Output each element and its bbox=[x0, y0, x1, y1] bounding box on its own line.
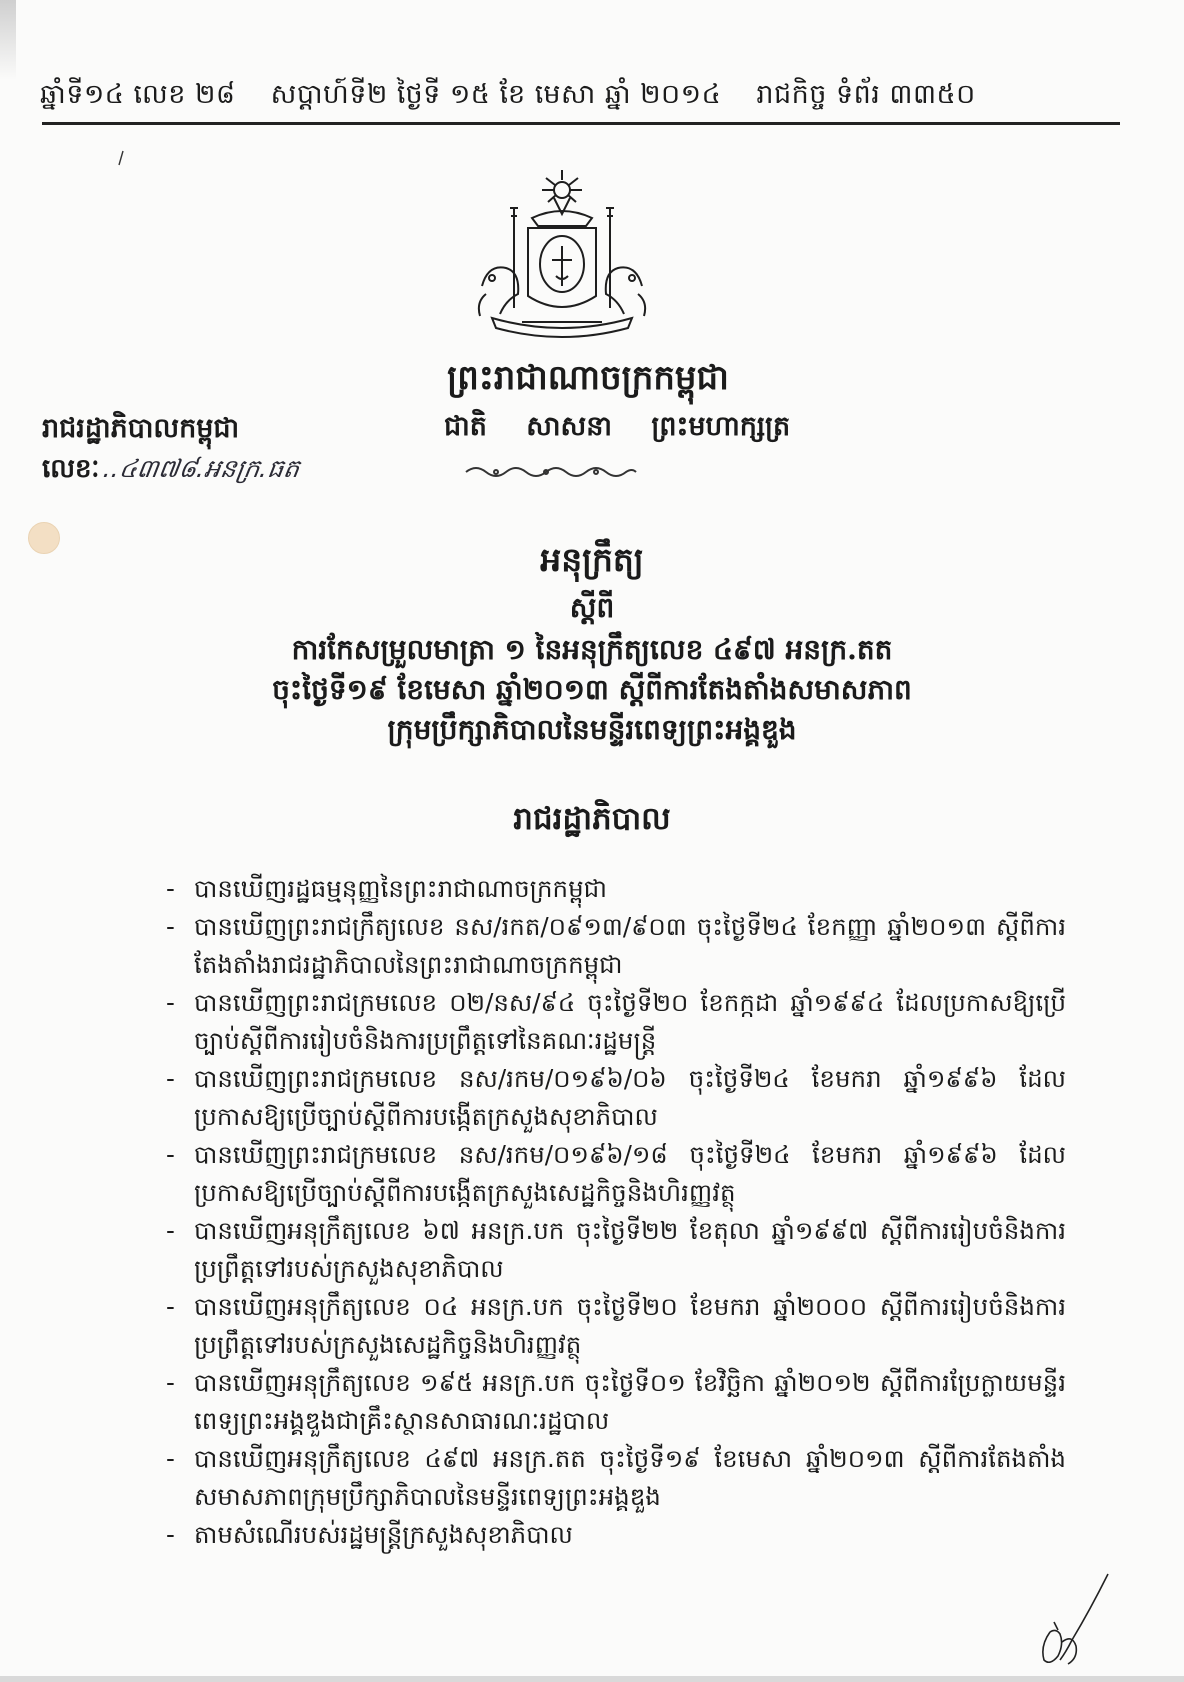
document-type: អនុក្រឹត្យ bbox=[540, 540, 644, 579]
consideration-item: - បានឃើញព្រះរាជក្រឹត្យលេខ នស/រកត/០៩១៣/៩០៣ ចុះថ្ងៃទី២៤ ខែកញ្ញា ឆ្នាំ២០១៣ ស្តីពីការតែងតាំងរាជរដ្ឋាភិបាលនៃព្រះរាជាណាចក្រកម្ពុជា bbox=[166, 912, 1066, 979]
royal-coat-of-arms-icon bbox=[462, 168, 662, 350]
gazette-year-issue: ឆ្នាំទី១៤ លេខ ២៨ bbox=[40, 79, 236, 110]
consideration-text: តាមសំណើរបស់រដ្ឋមន្ត្រីក្រសួងសុខាភិបាល bbox=[194, 1520, 573, 1549]
kingdom-title-text: ព្រះរាជាណាចក្រកម្ពុជា bbox=[447, 358, 729, 398]
consideration-text: បានឃើញព្រះរាជក្រឹត្យលេខ នស/រកត/០៩១៣/៩០៣ ចុះថ្ងៃទី២៤ ខែកញ្ញា ឆ្នាំ២០១៣ ស្តីពីការតែងតាំងរាជរដ្ឋាភិបាលនៃព្រះរាជាណាចក្រកម្ពុជា bbox=[194, 912, 1066, 979]
kingdom-title bbox=[0, 356, 1184, 406]
subject-line-3: ក្រុមប្រឹក្សាភិបាលនៃមន្ទីរពេទ្យព្រះអង្គឌួង bbox=[387, 713, 797, 746]
consideration-text: បានឃើញព្រះរាជក្រមលេខ នស/រកម/០១៩៦/០៦ ចុះថ្ងៃទី២៤ ខែមករា ឆ្នាំ១៩៩៦ ដែលប្រកាសឱ្យប្រើច្បាប់ស្តីពីការបង្កើតក្រសួងសុខាភិបាល bbox=[194, 1064, 1066, 1131]
consideration-text: បានឃើញអនុក្រឹត្យលេខ ៤៩៧ អនក្រ.តត ចុះថ្ងៃទី១៩ ខែមេសា ឆ្នាំ២០១៣ ស្តីពីការតែងតាំងសមាសភាពក្រុមប្រឹក្សាភិបាលនៃមន្ទីរពេទ្យព្រះអង្គឌួង bbox=[194, 1444, 1066, 1511]
consideration-item: - បានឃើញរដ្ឋធម្មនុញ្ញនៃព្រះរាជាណាចក្រកម្ពុជា bbox=[166, 874, 607, 903]
national-motto: ជាតិ សាសនា ព្រះមហាក្សត្រ bbox=[444, 411, 791, 442]
consideration-text: បានឃើញរដ្ឋធម្មនុញ្ញនៃព្រះរាជាណាចក្រកម្ពុជា bbox=[194, 874, 607, 903]
issuer-heading: រាជរដ្ឋាភិបាល bbox=[513, 801, 671, 837]
subject-line-1: ការកែសម្រួលមាត្រា ១ នៃអនុក្រឹត្យលេខ ៤៩៧ អនក្រ.តត bbox=[291, 633, 893, 666]
scan-bottom-edge bbox=[0, 1676, 1184, 1682]
pen-tick-mark bbox=[118, 150, 124, 166]
document-number bbox=[42, 452, 302, 490]
document-number-value: ..៤៣៧៨.អនក្រ.ធត bbox=[101, 454, 302, 483]
consideration-text: បានឃើញអនុក្រឹត្យលេខ ១៩៥ អនក្រ.បក ចុះថ្ងៃទី០១ ខែវិច្ឆិកា ឆ្នាំ២០១២ ស្តីពីការប្រែក្លាយមន្ទីរពេទ្យព្រះអង្គឌួងជាគ្រឹះស្ថានសាធារណៈរដ្ឋបាល bbox=[194, 1368, 1066, 1435]
scan-edge-mark bbox=[0, 0, 16, 80]
initials-signature-icon bbox=[1020, 1570, 1116, 1670]
gazette-header bbox=[40, 78, 1120, 117]
consideration-item: - បានឃើញអនុក្រឹត្យលេខ ៦៧ អនក្រ.បក ចុះថ្ងៃទី២២ ខែតុលា ឆ្នាំ១៩៩៧ ស្តីពីការរៀបចំនិងការប្រព្រឹត្តទៅរបស់ក្រសួងសុខាភិបាល bbox=[166, 1216, 1066, 1283]
issuing-body: រាជរដ្ឋាភិបាលកម្ពុជា bbox=[42, 413, 240, 444]
document-number-label: លេខៈ bbox=[42, 454, 100, 484]
regarding-label: ស្តីពី bbox=[569, 591, 615, 624]
decorative-ornament-icon bbox=[462, 462, 640, 482]
subject-line-2: ចុះថ្ងៃទី១៩ ខែមេសា ឆ្នាំ២០១៣ ស្តីពីការតែងតាំងសមាសភាព bbox=[272, 673, 912, 706]
consideration-item: - បានឃើញអនុក្រឹត្យលេខ ០៤ អនក្រ.បក ចុះថ្ងៃទី២០ ខែមករា ឆ្នាំ២០០០ ស្តីពីការរៀបចំនិងការប្រព្រឹត្តទៅរបស់ក្រសួងសេដ្ឋកិច្ចនិងហិរញ្ញវត្ថុ bbox=[166, 1292, 1066, 1359]
considerations-list bbox=[166, 870, 1066, 1554]
consideration-item: - តាមសំណើរបស់រដ្ឋមន្ត្រីក្រសួងសុខាភិបាល bbox=[166, 1520, 573, 1549]
consideration-item: - បានឃើញព្រះរាជក្រមលេខ នស/រកម/០១៩៦/១៨ ចុះថ្ងៃទី២៤ ខែមករា ឆ្នាំ១៩៩៦ ដែលប្រកាសឱ្យប្រើច្បាប់ស្តីពីការបង្កើតក្រសួងសេដ្ឋកិច្ចនិងហិរញ្ញវត្ថុ bbox=[166, 1140, 1066, 1207]
consideration-item: - បានឃើញព្រះរាជក្រមលេខ នស/រកម/០១៩៦/០៦ ចុះថ្ងៃទី២៤ ខែមករា ឆ្នាំ១៩៩៦ ដែលប្រកាសឱ្យប្រើច្បាប់ស្តីពីការបង្កើតក្រសួងសុខាភិបាល bbox=[166, 1064, 1066, 1131]
consideration-text: បានឃើញអនុក្រឹត្យលេខ ៦៧ អនក្រ.បក ចុះថ្ងៃទី២២ ខែតុលា ឆ្នាំ១៩៩៧ ស្តីពីការរៀបចំនិងការប្រព្រឹត្តទៅរបស់ក្រសួងសុខាភិបាល bbox=[194, 1216, 1066, 1283]
gazette-week-date: សប្តាហ៍ទី២ ថ្ងៃទី ១៥ ខែ មេសា ឆ្នាំ ២០១៤ bbox=[270, 79, 722, 110]
header-divider bbox=[42, 122, 1120, 125]
consideration-item: - បានឃើញអនុក្រឹត្យលេខ ៤៩៧ អនក្រ.តត ចុះថ្ងៃទី១៩ ខែមេសា ឆ្នាំ២០១៣ ស្តីពីការតែងតាំងសមាសភាពក្រុមប្រឹក្សាភិបាលនៃមន្ទីរពេទ្យព្រះអង្គឌួង bbox=[166, 1444, 1066, 1511]
consideration-text: បានឃើញព្រះរាជក្រមលេខ នស/រកម/០១៩៦/១៨ ចុះថ្ងៃទី២៤ ខែមករា ឆ្នាំ១៩៩៦ ដែលប្រកាសឱ្យប្រើច្បាប់ស្តីពីការបង្កើតក្រសួងសេដ្ឋកិច្ចនិងហិរញ្ញវត្ថុ bbox=[194, 1140, 1066, 1207]
consideration-text: បានឃើញអនុក្រឹត្យលេខ ០៤ អនក្រ.បក ចុះថ្ងៃទី២០ ខែមករា ឆ្នាំ២០០០ ស្តីពីការរៀបចំនិងការប្រព្រឹត្តទៅរបស់ក្រសួងសេដ្ឋកិច្ចនិងហិរញ្ញវត្ថុ bbox=[194, 1292, 1066, 1359]
consideration-item: - បានឃើញព្រះរាជក្រមលេខ ០២/នស/៩៤ ចុះថ្ងៃទី២០ ខែកក្កដា ឆ្នាំ១៩៩៤ ដែលប្រកាសឱ្យប្រើច្បាប់ស្តីពីការរៀបចំនិងការប្រព្រឹត្តទៅនៃគណៈរដ្ឋមន្ត្រី bbox=[166, 988, 1066, 1055]
gazette-page-number: រាជកិច្ច ទំព័រ ៣៣៥០ bbox=[756, 79, 976, 110]
consideration-item: - បានឃើញអនុក្រឹត្យលេខ ១៩៥ អនក្រ.បក ចុះថ្ងៃទី០១ ខែវិច្ឆិកា ឆ្នាំ២០១២ ស្តីពីការប្រែក្លាយមន្ទីរពេទ្យព្រះអង្គឌួងជាគ្រឹះស្ថានសាធារណៈរដ្ឋបាល bbox=[166, 1368, 1066, 1435]
consideration-text: បានឃើញព្រះរាជក្រមលេខ ០២/នស/៩៤ ចុះថ្ងៃទី២០ ខែកក្កដា ឆ្នាំ១៩៩៤ ដែលប្រកាសឱ្យប្រើច្បាប់ស្តីពីការរៀបចំនិងការប្រព្រឹត្តទៅនៃគណៈរដ្ឋមន្ត្រី bbox=[194, 988, 1066, 1055]
